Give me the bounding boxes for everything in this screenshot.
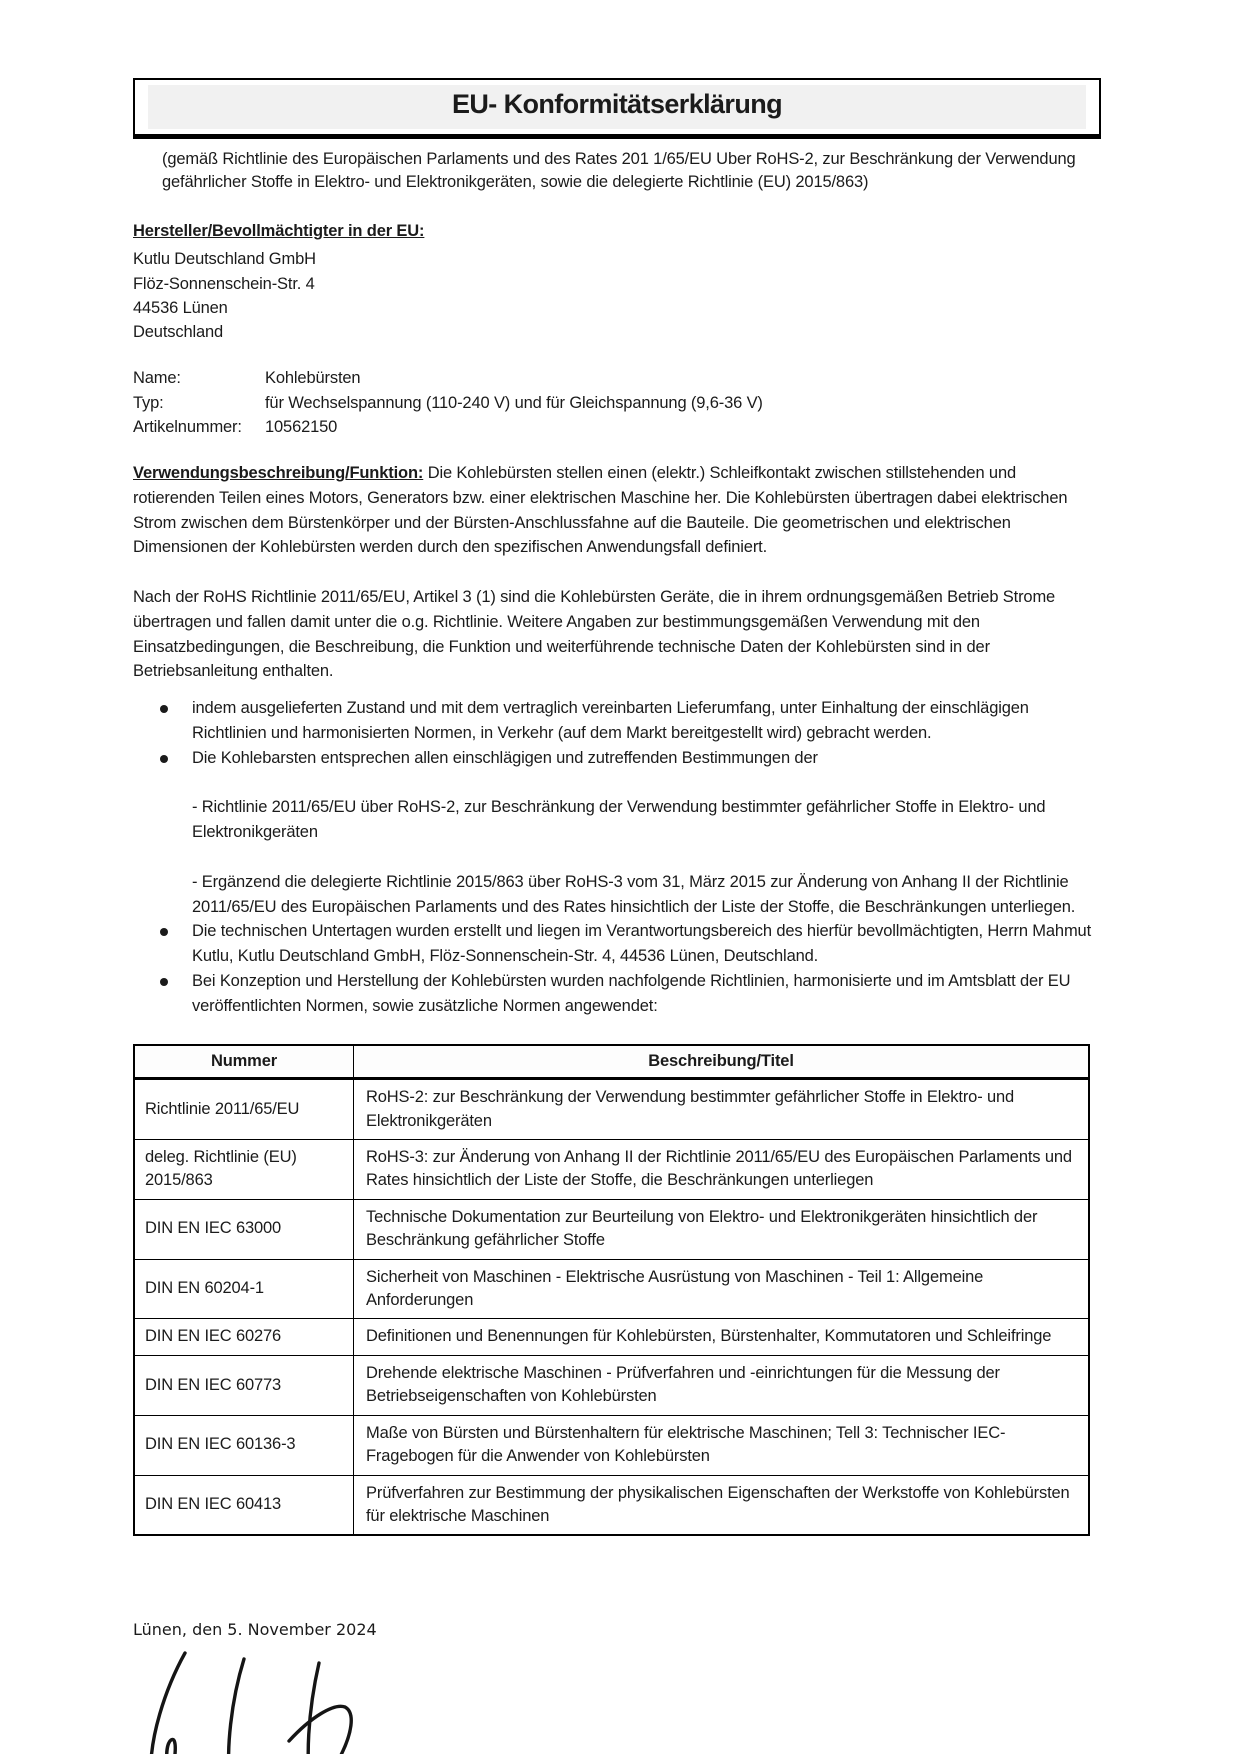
usage-text: Die Kohlebürsten stellen einen (elektr.) Schleifkontakt zwischen stillstehenden und rotierenden Teilen eines Motors, Generators bzw. einer elektrischen Maschine her. Die Kohlebürsten übertragen dabei elektrischen Strom zwischen dem Bürstenkörper und der Bürsten-Anschlussfahne auf die Bauteile. Die geometrischen und elektrischen Dimensionen der Kohlebürsten werden durch den spezifischen Anwendungsfall definiert. [133,464,1068,557]
title-band [148,85,1086,129]
bullet-list [133,696,1101,1018]
standard-description: Technische Dokumentation zur Beurteilung von Elektro- und Elektronikgeräten hinsichtlich der Beschränkung gefährlicher Stoffe [354,1199,1090,1259]
product-type-row [133,391,1101,415]
table-row [134,1259,1089,1319]
date-line: Lünen, den 5. November 2024 [133,1620,377,1640]
bullet-marker [160,978,168,986]
table-row [134,1079,1089,1140]
bullet-text: Die Kohlebarsten entsprechen allen einschlägigen und zutreffenden Bestimmungen der [192,748,818,767]
standards-table [133,1044,1090,1536]
manufacturer-section [133,219,1101,345]
standard-description: Maße von Bürsten und Bürstenhaltern für elektrische Maschinen; Tell 3: Technischer IEC-Fragebogen für die Anwender von Kohlebürsten [354,1415,1090,1475]
column-header-nummer: Nummer [134,1045,354,1078]
signature-area [123,1643,1101,1754]
table-row [134,1355,1089,1415]
standard-number: Richtlinie 2011/65/EU [134,1079,354,1140]
standard-description: Sicherheit von Maschinen - Elektrische Ausrüstung von Maschinen - Teil 1: Allgemeine Anforderungen [354,1259,1090,1319]
table-row [134,1415,1089,1475]
bullet-item [133,746,1101,920]
bullet-body [192,919,1101,969]
manufacturer-city: 44536 Lünen [133,298,228,317]
standard-description: Definitionen und Benennungen für Kohlebürsten, Bürstenhalter, Kommutatoren und Schleifringe [354,1319,1090,1355]
standard-number: DIN EN IEC 60773 [134,1355,354,1415]
bullet-item [133,969,1101,1019]
table-row [134,1139,1089,1199]
bullet-text: Die technischen Untertagen wurden erstellt und liegen im Verantwortungsbereich des hierfür bevollmächtigten, Herrn Mahmut Kutlu, Kutlu Deutschland GmbH, Flöz-Sonnenschein-Str. 4, 44536 Lünen, Deutschland. [192,922,1092,966]
product-article-label: Artikelnummer: [133,417,242,436]
bullet-body [192,746,1101,920]
document-subtitle: (gemäß Richtlinie des Europäischen Parlaments und des Rates 201 1/65/EU Uber RoHS-2, zur Beschränkung der Verwendung gefährlicher Stoffe in Elektro- und Elektronikgeräten, sowie die delegierte Richtlinie (EU) 2015/863) [162,149,1076,192]
standard-number: DIN EN IEC 60136-3 [134,1415,354,1475]
title-box [133,78,1101,139]
table-row [134,1319,1089,1355]
product-type-value: für Wechselspannung (110-240 V) und für Gleichspannung (9,6-36 V) [265,393,763,412]
standard-number: DIN EN IEC 60276 [134,1319,354,1355]
document-title: EU- Konformitätserklärung [451,89,783,119]
product-name-value: Kohlebürsten [265,369,361,388]
standard-description: RoHS-3: zur Änderung von Anhang II der Richtlinie 2011/65/EU des Europäischen Parlaments und Rates hinsichtlich der Liste der Stoffe, die Beschränkungen unterliegen [354,1139,1090,1199]
manufacturer-heading: Hersteller/Bevollmächtigter in der EU: [133,221,425,240]
bullet-item [133,919,1101,969]
manufacturer-street: Flöz-Sonnenschein-Str. 4 [133,274,315,293]
usage-heading: Verwendungsbeschreibung/Funktion: [133,464,424,483]
product-name-label: Name: [133,369,181,388]
product-section [133,366,1101,439]
bullet-text: indem ausgelieferten Zustand und mit dem vertraglich vereinbarten Lieferumfang, unter Einhaltung der einschlägigen Richtlinien und harmonisierten Normen, in Verkehr (auf dem Markt bereitgestellt wird) gebracht werden. [192,699,1029,742]
standard-description: Drehende elektrische Maschinen - Prüfverfahren und -einrichtungen für die Messung der Betriebseigenschaften von Kohlebürsten [354,1355,1090,1415]
column-header-beschreibung: Beschreibung/Titel [354,1045,1090,1078]
table-row [134,1199,1089,1259]
product-article-row [133,415,1101,439]
usage-paragraph [133,461,1101,560]
bullet-marker [160,928,168,936]
bullet-body [192,969,1101,1019]
product-article-value: 10562150 [265,417,338,436]
bullet-marker [160,705,168,713]
standards-table-header-row [134,1045,1089,1078]
standard-number: DIN EN 60204-1 [134,1259,354,1319]
bullet-marker [160,755,168,763]
standard-number: DIN EN IEC 63000 [134,1199,354,1259]
manufacturer-country: Deutschland [133,323,224,342]
standard-number: DIN EN IEC 60413 [134,1475,354,1535]
standard-description: Prüfverfahren zur Bestimmung der physikalischen Eigenschaften der Werkstoffe von Kohlebürsten für elektrische Maschinen [354,1475,1090,1535]
standard-number: deleg. Richtlinie (EU) 2015/863 [134,1139,354,1199]
bullet-text: Bei Konzeption und Herstellung der Kohlebürsten wurden nachfolgende Richtlinien, harmonisierte und im Amtsblatt der EU veröffentlichten Normen, sowie zusätzliche Normen angewendet: [192,971,1071,1015]
product-name-row [133,366,1101,390]
bullet-subitem: - Ergänzend die delegierte Richtlinie 2015/863 über RoHS-3 vom 31, März 2015 zur Änderung von Anhang II der Richtlinie 2011/65/EU des Europäischen Parlaments und des Rates hinsichtlich der Liste der Stoffe, die Beschränkungen unterliegen. [192,872,1076,916]
table-row [134,1475,1089,1535]
bullet-body [192,696,1101,746]
handwritten-signature-icon [123,1643,423,1754]
product-type-label: Typ: [133,393,164,412]
bullet-item [133,696,1101,746]
bullet-subitem: - Richtlinie 2011/65/EU über RoHS-2, zur Beschränkung der Verwendung bestimmter gefährlicher Stoffe in Elektro- und Elektronikgeräten [192,798,1046,842]
manufacturer-name: Kutlu Deutschland GmbH [133,250,316,269]
rohs-paragraph: Nach der RoHS Richtlinie 2011/65/EU, Artikel 3 (1) sind die Kohlebürsten Geräte, die in ihrem ordnungsgemäßen Betrieb Strome übertragen und fallen damit unter die o.g. Richtlinie. Weitere Angaben zur bestimmungsgemäßen Verwendung mit den Einsatzbedingungen, die Beschreibung, die Funktion und weiterführende technische Daten der Kohlebürsten sind in der Betriebsanleitung enthalten. [133,588,1056,681]
standard-description: RoHS-2: zur Beschränkung der Verwendung bestimmter gefährlicher Stoffe in Elektro- und Elektronikgeräten [354,1079,1090,1140]
